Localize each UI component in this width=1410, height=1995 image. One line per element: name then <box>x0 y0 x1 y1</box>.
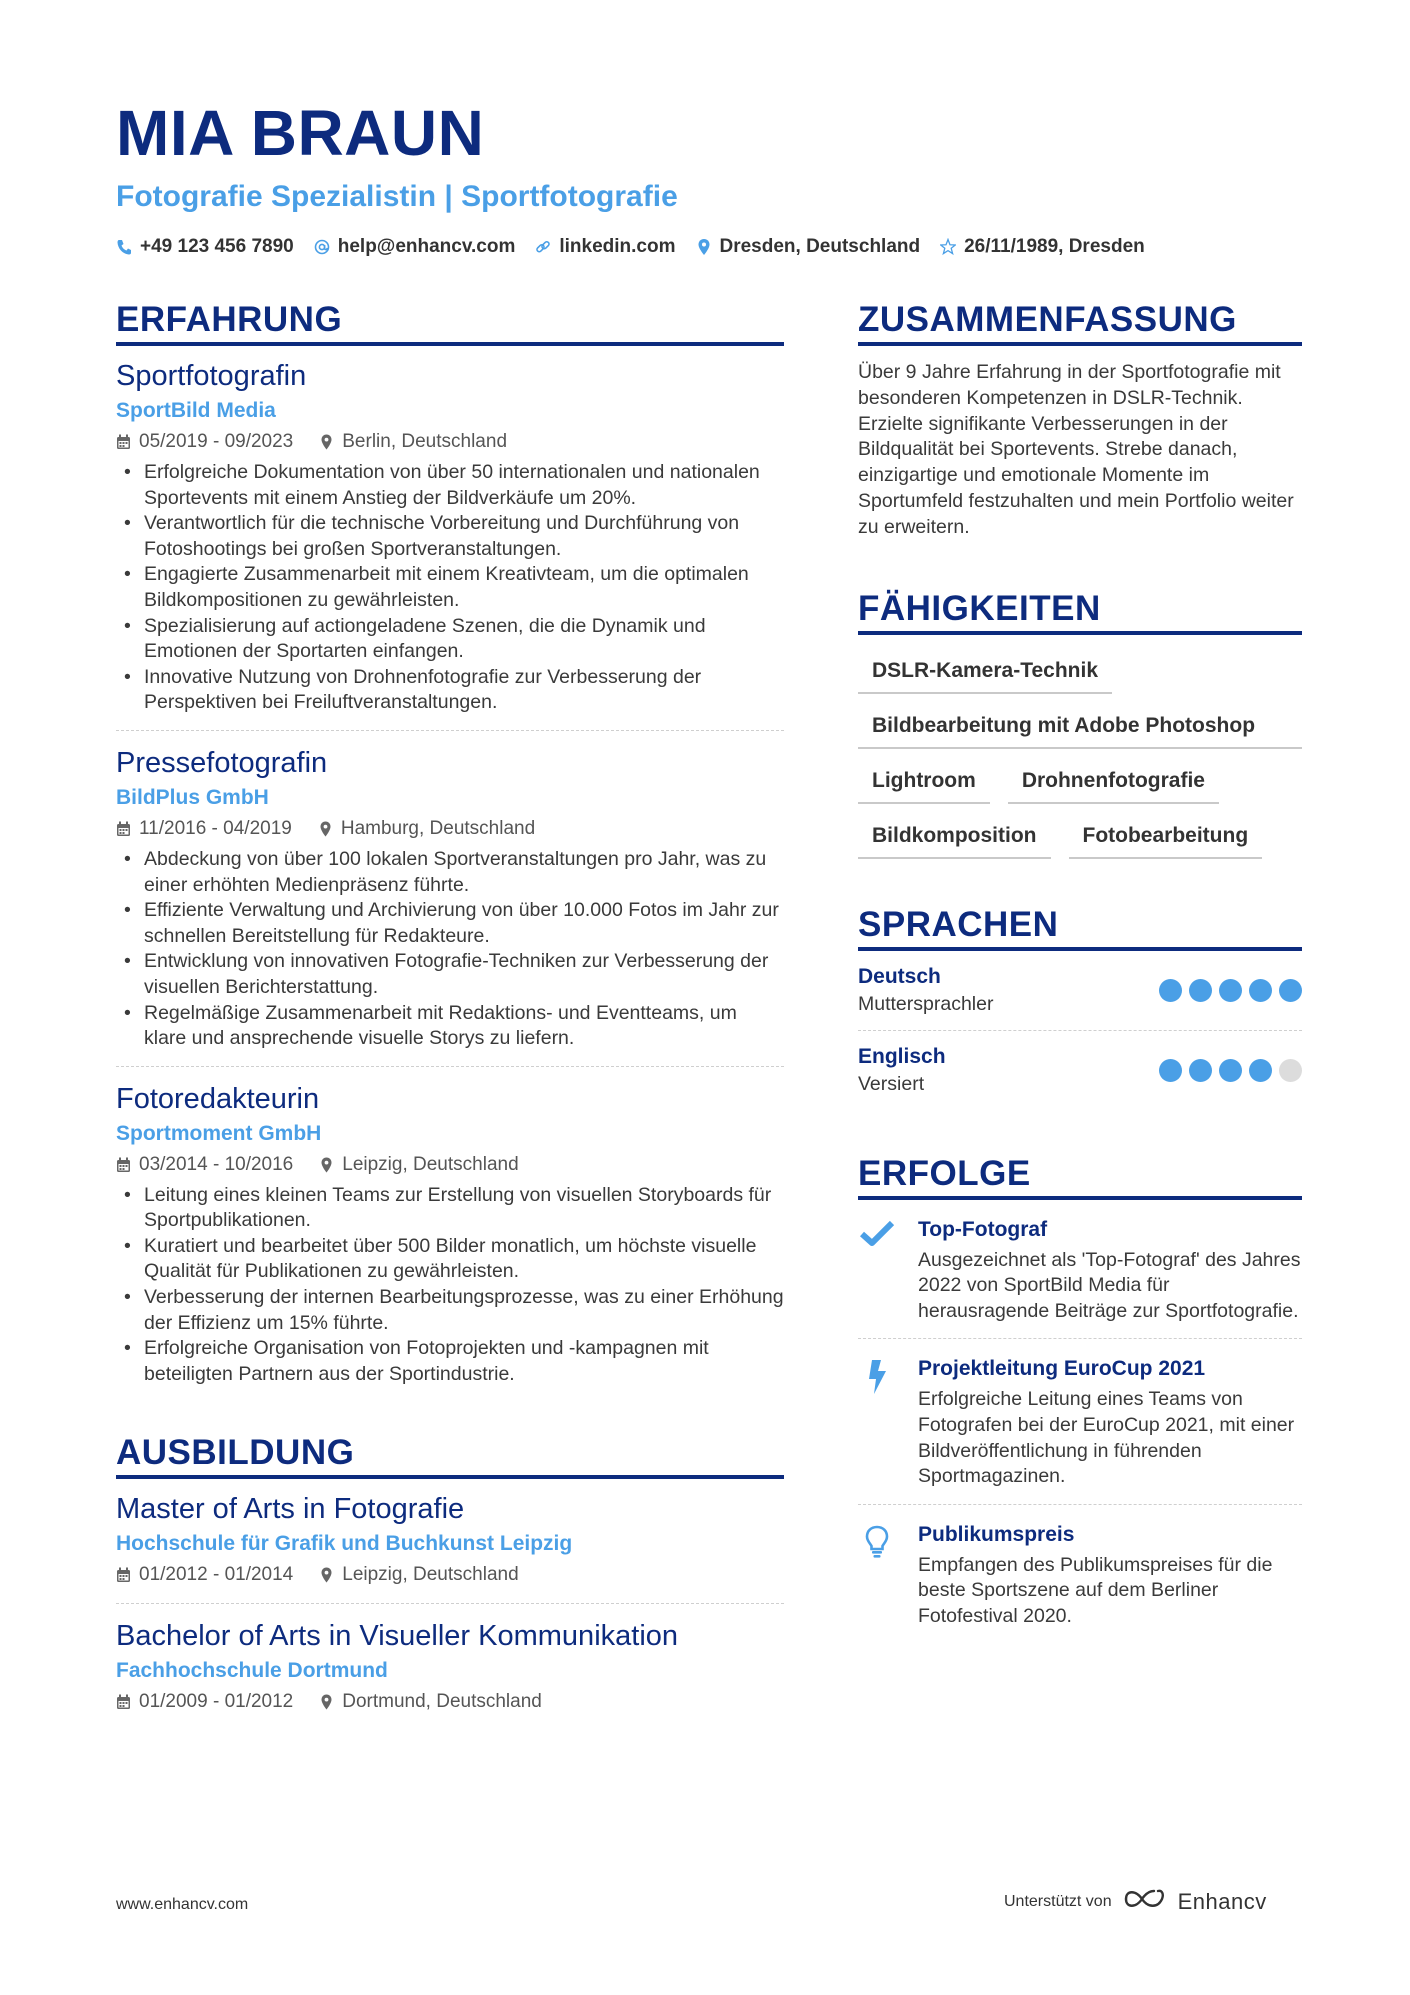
job-company: Sportmoment GmbH <box>116 1121 322 1145</box>
contact-location <box>696 236 921 258</box>
job-dates: 03/2014 - 10/2016 <box>139 1153 294 1175</box>
job-entry <box>116 1066 784 1388</box>
achievement-text: Erfolgreiche Leitung eines Teams von Fotografen bei der EuroCup 2021, mit einer Bildveröffentlichung in führenden Sportmagazinen. <box>918 1388 1295 1488</box>
job-bullet: • Erfolgreiche Dokumentation von über 50 internationalen und nationalen Sportevents mit einem Anstieg der Bildverkäufe um 20%. <box>116 460 784 511</box>
skill-tag: DSLR-Kamera-Technik <box>858 649 1112 694</box>
job-bullet: • Effiziente Verwaltung und Archivierung von über 10.000 Fotos im Jahr zur schnellen Bereitstellung für Redakteure. <box>116 898 784 949</box>
job-company: BildPlus GmbH <box>116 785 269 809</box>
achievement-body <box>918 1521 1302 1630</box>
rating-dot-filled <box>1279 979 1302 1002</box>
edu-location-wrap <box>319 1561 518 1589</box>
job-bullets <box>116 1183 784 1388</box>
degree-title: Master of Arts in Fotografie <box>116 1493 465 1526</box>
rating-dot-filled <box>1219 979 1242 1002</box>
degree-title: Bachelor of Arts in Visueller Kommunikation <box>116 1620 679 1653</box>
achievement-entry <box>858 1200 1302 1339</box>
job-dates: 05/2019 - 09/2023 <box>139 431 294 452</box>
job-bullet: • Kuratiert und bearbeitet über 500 Bilder monatlich, um höchste visuelle Qualität für Publikationen zu gewährleisten. <box>116 1234 784 1285</box>
skill-tag: Drohnenfotografie <box>1008 759 1219 804</box>
job-location: Hamburg, Deutschland <box>340 817 536 839</box>
edu-location: Leipzig, Deutschland <box>342 1564 519 1586</box>
rating-dot-filled <box>1189 979 1212 1002</box>
checkmark-icon <box>858 1216 896 1325</box>
contact-linkedin[interactable] <box>535 236 675 258</box>
calendar-icon <box>116 434 131 450</box>
candidate-name: MIA BRAUN <box>116 97 485 169</box>
skill-tag: Bildkomposition <box>858 814 1051 859</box>
language-info <box>858 1043 946 1098</box>
education-list <box>116 1479 784 1716</box>
rating-dot-filled <box>1159 1059 1182 1082</box>
star-icon <box>940 238 956 256</box>
rating-dot-filled <box>1219 1059 1242 1082</box>
achievements-heading: ERFOLGE <box>858 1154 1302 1200</box>
language-rating <box>1159 1059 1302 1082</box>
skill-tag: Fotobearbeitung <box>1069 814 1263 859</box>
achievements-list <box>858 1200 1302 1644</box>
edu-dates: 01/2012 - 01/2014 <box>139 1564 294 1586</box>
phone-text: +49 123 456 7890 <box>140 236 294 257</box>
job-dates-wrap <box>116 428 293 456</box>
job-bullets <box>116 847 784 1052</box>
right-column <box>858 300 1302 1644</box>
language-entry <box>858 951 1302 1030</box>
achievement-title: Top-Fotograf <box>918 1217 1048 1241</box>
link-icon <box>535 238 551 256</box>
edu-dates-wrap <box>116 1688 293 1716</box>
job-entry <box>116 346 784 716</box>
edu-location-wrap <box>319 1688 542 1716</box>
lightning-icon <box>858 1355 896 1489</box>
job-title: Pressefotografin <box>116 746 328 779</box>
language-name: Deutsch <box>858 964 941 988</box>
experience-list <box>116 346 784 1387</box>
achievement-entry <box>858 1338 1302 1503</box>
skills-heading: FÄHIGKEITEN <box>858 589 1302 635</box>
languages-heading: SPRACHEN <box>858 905 1302 951</box>
location-pin-icon <box>319 1157 334 1173</box>
job-bullet: • Verbesserung der internen Bearbeitungsprozesse, was zu einer Erhöhung der Effizienz um 15% führte. <box>116 1285 784 1336</box>
rating-dot-filled <box>1189 1059 1212 1082</box>
achievement-title: Publikumspreis <box>918 1522 1075 1546</box>
location-pin-icon <box>696 238 712 256</box>
rating-dot-empty <box>1279 1059 1302 1082</box>
contact-birth <box>940 236 1145 258</box>
summary-heading: ZUSAMMENFASSUNG <box>858 300 1302 346</box>
languages-list <box>858 951 1302 1110</box>
contact-bar <box>116 236 1306 258</box>
job-bullet: • Entwicklung von innovativen Fotografie-Techniken zur Verbesserung der visuellen Berichterstattung. <box>116 949 784 1000</box>
skill-tag: Lightroom <box>858 759 990 804</box>
location-text: Dresden, Deutschland <box>719 236 921 257</box>
job-bullets <box>116 460 784 716</box>
job-bullet: • Innovative Nutzung von Drohnenfotografie zur Verbesserung der Perspektiven bei Freiluftveranstaltungen. <box>116 665 784 716</box>
job-dates-wrap <box>116 815 292 843</box>
candidate-headline: Fotografie Spezialistin | Sportfotografie <box>116 180 678 213</box>
email-text: help@enhancv.com <box>337 236 516 257</box>
summary-text: Über 9 Jahre Erfahrung in der Sportfotografie mit besonderen Kompetenzen in DSLR-Technik. Erzielte signifikante Verbesserungen in der Bildqualität bei Sportevents. Strebe danach, einzigartige und emotionale Momente im Sportumfeld festzuhalten und mein Portfolio weiter zu erweitern. <box>858 361 1294 538</box>
skills-list <box>858 649 1302 859</box>
edu-location: Dortmund, Deutschland <box>342 1691 542 1713</box>
job-entry <box>116 730 784 1052</box>
job-bullet: • Erfolgreiche Organisation von Fotoprojekten und -kampagnen mit beteiligten Partnern aus der Sportindustrie. <box>116 1336 784 1387</box>
achievement-body <box>918 1216 1302 1325</box>
job-meta <box>116 1151 784 1179</box>
edu-dates: 01/2009 - 01/2012 <box>139 1691 294 1713</box>
job-bullet: • Verantwortlich für die technische Vorbereitung und Durchführung von Fotoshootings bei großen Sportveranstaltungen. <box>116 511 784 562</box>
calendar-icon <box>116 821 131 837</box>
enhancv-logo-icon <box>1122 1886 1168 1917</box>
birth-text: 26/11/1989, Dresden <box>964 236 1145 257</box>
job-location-wrap <box>319 428 507 456</box>
location-pin-icon <box>318 821 333 837</box>
experience-heading: ERFAHRUNG <box>116 300 784 346</box>
powered-by-label: Unterstützt von <box>1004 1892 1112 1910</box>
school-name: Fachhochschule Dortmund <box>116 1659 388 1683</box>
education-meta <box>116 1561 784 1589</box>
location-pin-icon <box>319 1694 334 1710</box>
job-bullet: • Spezialisierung auf actiongeladene Szenen, die die Dynamik und Emotionen der Sportarten einfangen. <box>116 614 784 665</box>
job-location-wrap <box>319 1151 518 1179</box>
location-pin-icon <box>319 1567 334 1583</box>
at-icon <box>314 238 330 256</box>
contact-phone[interactable] <box>116 236 294 258</box>
calendar-icon <box>116 1694 131 1710</box>
calendar-icon <box>116 1157 131 1173</box>
education-heading: AUSBILDUNG <box>116 1433 784 1479</box>
education-entry <box>116 1479 784 1589</box>
job-title: Fotoredakteurin <box>116 1082 320 1115</box>
job-bullet: • Abdeckung von über 100 lokalen Sportveranstaltungen pro Jahr, was zu einer erhöhten Medienpräsenz führte. <box>116 847 784 898</box>
language-name: Englisch <box>858 1044 946 1068</box>
left-column <box>116 300 784 1716</box>
calendar-icon <box>116 1567 131 1583</box>
phone-icon <box>116 238 132 256</box>
achievement-title: Projektleitung EuroCup 2021 <box>918 1357 1206 1381</box>
brand-name: Enhancv <box>1177 1888 1267 1914</box>
job-title: Sportfotografin <box>116 360 307 392</box>
job-location: Leipzig, Deutschland <box>342 1153 519 1175</box>
job-location: Berlin, Deutschland <box>342 431 508 452</box>
edu-dates-wrap <box>116 1561 293 1589</box>
education-entry <box>116 1603 784 1716</box>
education-meta <box>116 1688 784 1716</box>
job-meta <box>116 428 784 456</box>
language-entry <box>858 1030 1302 1110</box>
language-level: Muttersprachler <box>858 992 994 1015</box>
location-pin-icon <box>319 434 334 450</box>
rating-dot-filled <box>1249 1059 1272 1082</box>
job-bullet: • Regelmäßige Zusammenarbeit mit Redaktions- und Eventteams, um klare und ansprechende visuelle Storys zu liefern. <box>116 1001 784 1052</box>
resume-header <box>116 96 1306 258</box>
job-location-wrap <box>318 815 535 843</box>
skill-tag: Bildbearbeitung mit Adobe Photoshop <box>858 704 1302 749</box>
language-level: Versiert <box>858 1072 925 1095</box>
achievement-body <box>918 1355 1302 1489</box>
achievement-text: Ausgezeichnet als 'Top-Fotograf' des Jahres 2022 von SportBild Media für herausragende Beiträge zur Sportfotografie. <box>918 1248 1301 1322</box>
job-bullet: • Leitung eines kleinen Teams zur Erstellung von visuellen Storyboards für Sportpublikationen. <box>116 1183 784 1234</box>
job-meta <box>116 815 784 843</box>
job-dates: 11/2016 - 04/2019 <box>139 817 292 839</box>
language-info <box>858 963 993 1018</box>
achievement-entry <box>858 1504 1302 1644</box>
lightbulb-icon <box>858 1521 896 1630</box>
rating-dot-filled <box>1159 979 1182 1002</box>
job-dates-wrap <box>116 1151 293 1179</box>
job-bullet: • Engagierte Zusammenarbeit mit einem Kreativteam, um die optimalen Bildkompositionen zu gewährleisten. <box>116 562 784 613</box>
contact-email[interactable] <box>314 236 516 258</box>
footer-website[interactable]: www.enhancv.com <box>116 1896 249 1913</box>
rating-dot-filled <box>1249 979 1272 1002</box>
language-rating <box>1159 979 1302 1002</box>
linkedin-text: linkedin.com <box>559 236 676 257</box>
job-company: SportBild Media <box>116 399 276 422</box>
footer-branding <box>1004 1886 1267 1917</box>
achievement-text: Empfangen des Publikumspreises für die beste Sportszene auf dem Berliner Fotofestival 2020. <box>918 1553 1273 1627</box>
school-name: Hochschule für Grafik und Buchkunst Leipzig <box>116 1532 573 1556</box>
